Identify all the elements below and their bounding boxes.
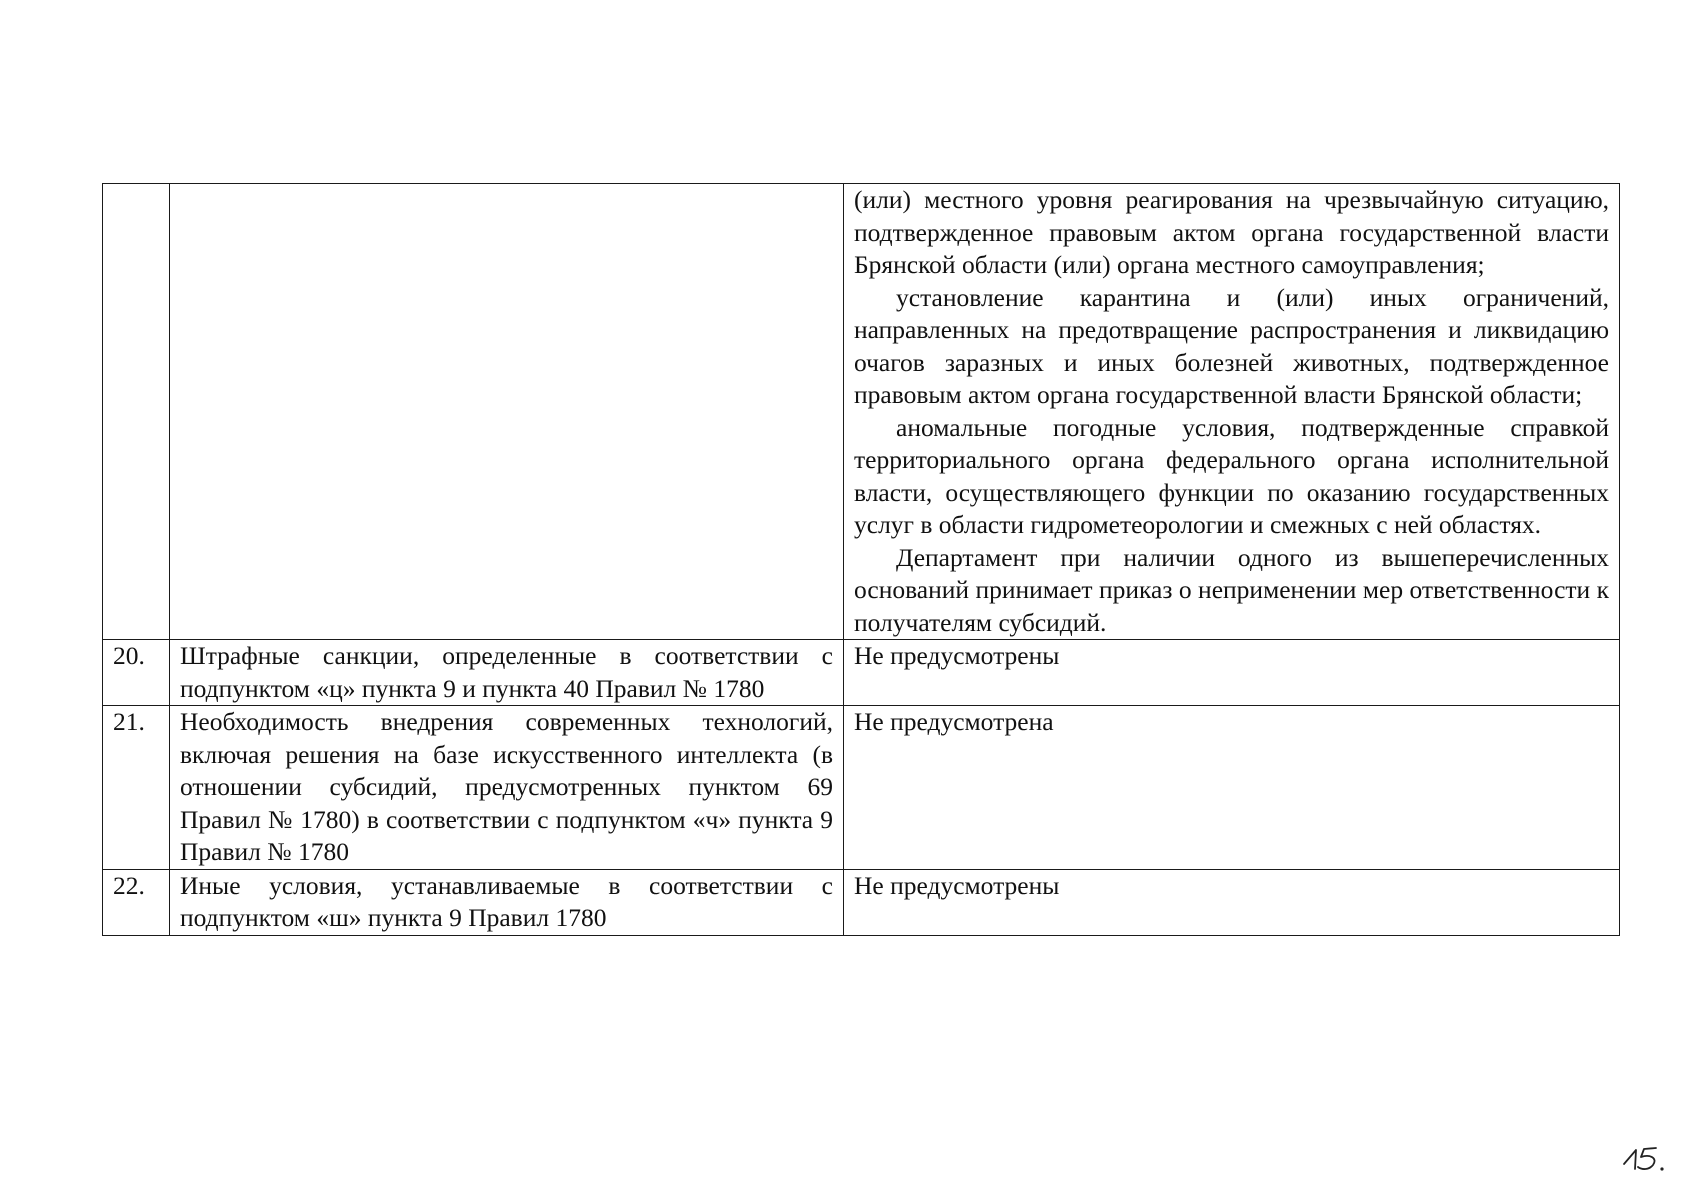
condition-name-cell: Штрафные санкции, определенные в соответствии с подпунктом «ц» пункта 9 и пункта 40 Правил № 1780 — [170, 640, 844, 706]
condition-value-cell: Не предусмотрены — [844, 640, 1620, 706]
row-number-cell: 20. — [103, 640, 170, 706]
table-row-20 — [103, 640, 1620, 706]
row-number-cell: 22. — [103, 869, 170, 935]
condition-value-cell: Не предусмотрена — [844, 706, 1620, 870]
paragraph-weather: аномальные погодные условия, подтвержденные справкой территориального органа федерального органа исполнительной власти, осуществляющего функции по оказанию государственных услуг в области гидрометеорологии и смежных с ней областях. — [854, 412, 1609, 539]
row-number-cell — [103, 184, 170, 640]
paragraph-emergency-level: (или) местного уровня реагирования на чрезвычайную ситуацию, подтвержденное правовым актом органа государственной власти Брянской области (или) органа местного самоуправления; — [854, 185, 1609, 279]
condition-name-cell: Иные условия, устанавливаемые в соответствии с подпунктом «ш» пункта 9 Правил 1780 — [170, 869, 844, 935]
condition-value-cell — [844, 184, 1620, 640]
table-row-21 — [103, 706, 1620, 870]
row-number-cell: 21. — [103, 706, 170, 870]
table-row-continuation — [103, 184, 1620, 640]
handwritten-page-number — [1620, 1142, 1680, 1176]
condition-value-cell: Не предусмотрены — [844, 869, 1620, 935]
table-row-22 — [103, 869, 1620, 935]
paragraph-quarantine: установление карантина и (или) иных ограничений, направленных на предотвращение распространения и ликвидацию очагов заразных и иных болезней животных, подтвержденное правовым актом органа государственной власти Брянской области; — [854, 282, 1609, 409]
condition-name-cell — [170, 184, 844, 640]
conditions-table — [102, 183, 1620, 936]
paragraph-department-order: Департамент при наличии одного из вышеперечисленных оснований принимает приказ о неприменении мер ответственности к получателям субсидий. — [854, 542, 1609, 637]
condition-name-cell: Необходимость внедрения современных технологий, включая решения на базе искусственного интеллекта (в отношении субсидий, предусмотренных пунктом 69 Правил № 1780) в соответствии с подпунктом «ч» пункта 9 Правил № 1780 — [170, 706, 844, 870]
